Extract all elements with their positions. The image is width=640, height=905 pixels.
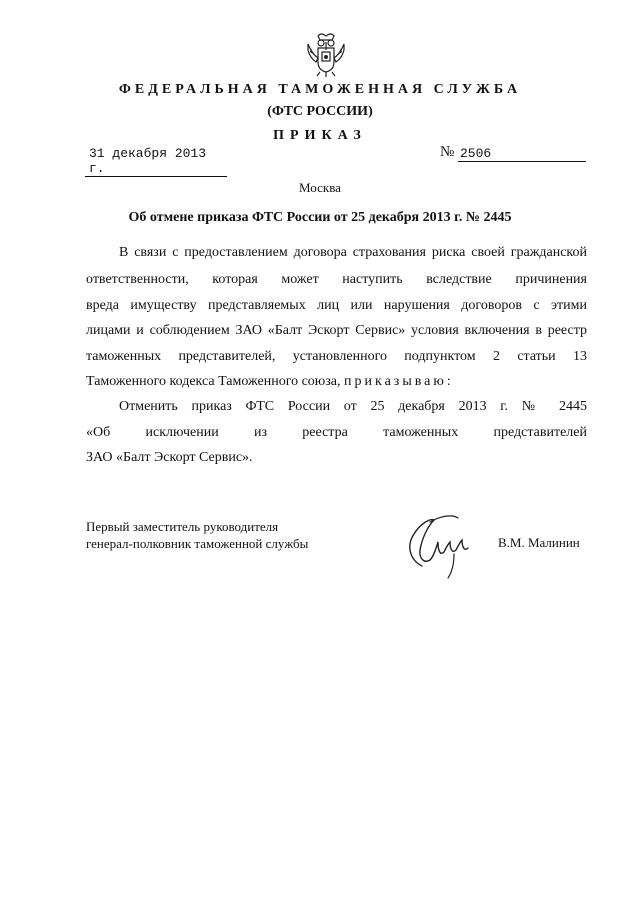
body-line: ответственности, которая может наступить вследствие причинения: [86, 272, 587, 287]
body-line: ЗАО «Балт Эскорт Сервис».: [86, 450, 253, 465]
city: Москва: [299, 180, 341, 195]
order-number-label: №: [440, 144, 455, 160]
order-subject: Об отмене приказа ФТС России от 25 декабря 2013 г. № 2445: [128, 210, 512, 225]
body-line: лицами и соблюдением ЗАО «Балт Эскорт Сервис» условия включения в реестр: [86, 323, 587, 338]
body-text: Таможенного кодекса Таможенного союза,: [86, 374, 341, 389]
russian-coat-of-arms-icon: [305, 30, 347, 78]
signatory-title-line: генерал-полковник таможенной службы: [86, 536, 309, 551]
body-line: «Об исключении из реестра таможенных представителей: [86, 425, 587, 440]
order-directive: приказываю:: [344, 374, 454, 389]
emblem: [305, 30, 347, 78]
body-line: В связи с предоставлением договора страхования риска своей гражданской: [119, 245, 587, 260]
signature-scribble-icon: [400, 508, 474, 580]
organization-short-name: (ФТС РОССИИ): [267, 104, 373, 119]
signatory-title: [86, 518, 308, 552]
document-type: ПРИКАЗ: [273, 128, 367, 143]
organization-name: ФЕДЕРАЛЬНАЯ ТАМОЖЕННАЯ СЛУЖБА: [118, 82, 522, 97]
order-date: 31 декабря 2013 г.: [85, 146, 227, 177]
body-line: Отменить приказ ФТС России от 25 декабря 2013 г. № 2445: [119, 399, 587, 414]
body-line: таможенных представителей, установленного подпунктом 2 статьи 13: [86, 349, 587, 364]
signatory-name: В.М. Малинин: [498, 535, 580, 550]
order-number: 2506: [458, 146, 586, 162]
handwritten-signature: [400, 508, 474, 580]
body-line: вреда имуществу представляемых лиц или нарушения договоров с этими: [86, 298, 587, 313]
body-line-last: [86, 373, 587, 390]
signatory-title-line: Первый заместитель руководителя: [86, 519, 279, 534]
